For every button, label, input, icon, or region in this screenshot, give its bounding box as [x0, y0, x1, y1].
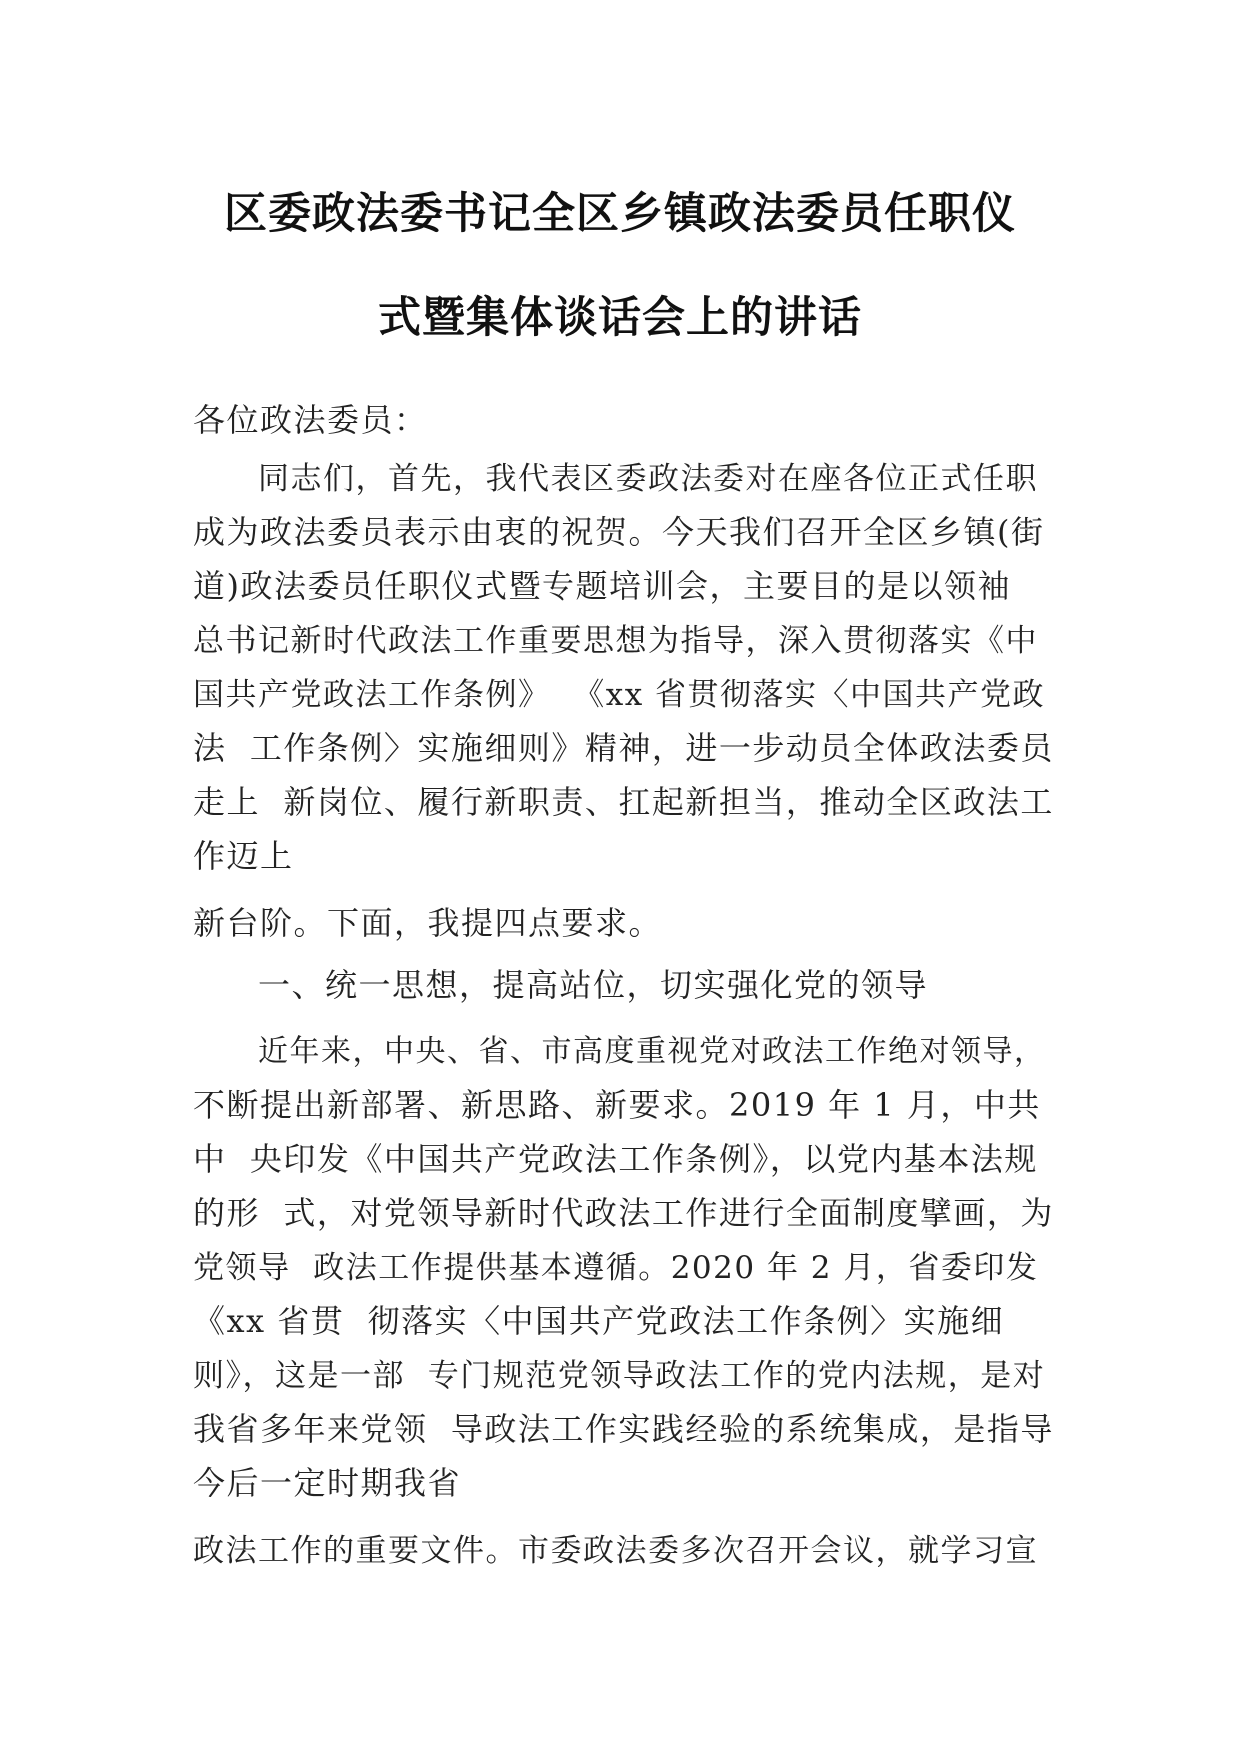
- paragraph-line: 走上 新岗位、履行新职责、扛起新担当，推动全区政法工: [193, 783, 1054, 821]
- paragraph-line: 党领导 政法工作提供基本遵循。2020 年 2 月，省委印发: [193, 1250, 1039, 1286]
- paragraph-line: 今后一定时期我省: [193, 1464, 462, 1502]
- paragraph-line: 同志们，首先，我代表区委政法委对在座各位正式任职: [258, 461, 1038, 497]
- paragraph-line: 总书记新时代政法工作重要思想为指导，深入贯彻落实《中: [193, 623, 1038, 659]
- section-heading: 一、统一思想，提高站位，切实强化党的领导: [258, 966, 929, 1004]
- document-title-line-1: 区委政法委书记全区乡镇政法委员任职仪: [224, 189, 1016, 239]
- paragraph-line: 中 央印发《中国共产党政法工作条例》，以党内基本法规: [193, 1140, 1038, 1178]
- paragraph-line: 国共产党政法工作条例》 《xx 省贯彻落实〈中国共产党政: [193, 677, 1046, 713]
- paragraph-line: 成为政法委员表示由衷的祝贺。今天我们召开全区乡镇(街: [193, 513, 1045, 551]
- paragraph-line: 政法工作的重要文件。市委政法委多次召开会议，就学习宣: [193, 1533, 1038, 1569]
- paragraph-line: 法 工作条例〉实施细则》精神，进一步动员全体政法委员: [193, 729, 1054, 767]
- paragraph-line: 不断提出新部署、新思路、新要求。2019 年 1 月，中共: [193, 1086, 1041, 1124]
- paragraph-line: 道)政法委员任职仪式暨专题培训会，主要目的是以领袖: [193, 567, 1011, 605]
- paragraph-line: 作迈上: [193, 837, 294, 875]
- paragraph-line: 近年来，中央、省、市高度重视党对政法工作绝对领导，: [258, 1034, 1046, 1069]
- paragraph-line: 新台阶。下面，我提四点要求。: [193, 904, 663, 942]
- paragraph-line: 《xx 省贯 彻落实〈中国共产党政法工作条例〉实施细: [193, 1302, 1005, 1340]
- paragraph-line: 则》，这是一部 专门规范党领导政法工作的党内法规，是对: [193, 1358, 1046, 1394]
- document-title-line-2: 式暨集体谈话会上的讲话: [378, 293, 862, 343]
- paragraph-line: 的形 式，对党领导新时代政法工作进行全面制度擘画，为: [193, 1194, 1054, 1232]
- paragraph-line: 我省多年来党领 导政法工作实践经验的系统集成，是指导: [193, 1410, 1054, 1448]
- salutation: 各位政法委员：: [193, 401, 428, 439]
